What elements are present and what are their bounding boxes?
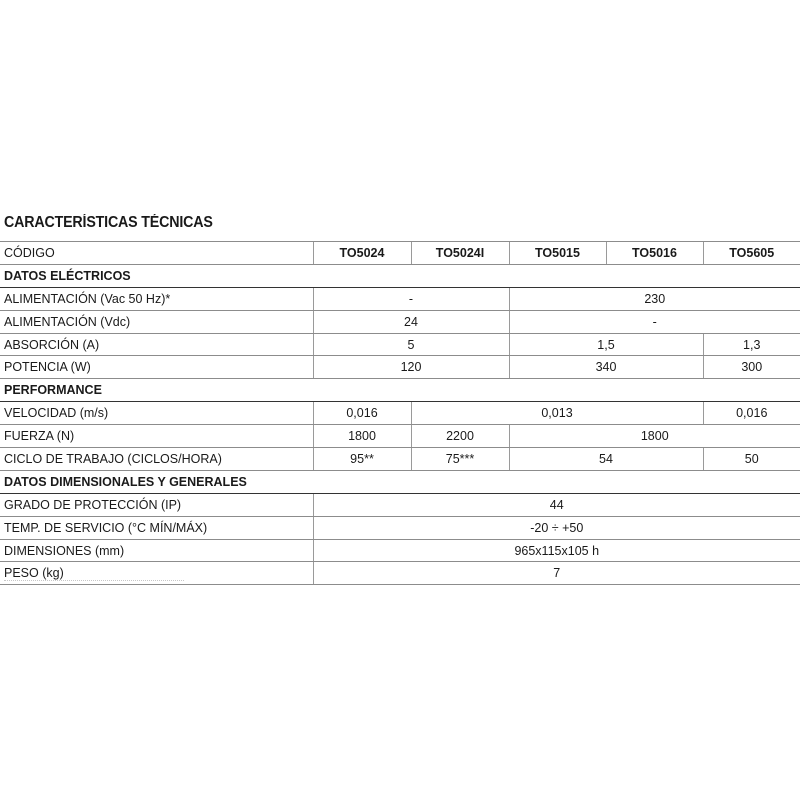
section-electric: DATOS ELÉCTRICOS — [0, 264, 800, 287]
row-label: CICLO DE TRABAJO (CICLOS/HORA) — [0, 448, 313, 471]
table-row — [0, 516, 800, 539]
specs-table — [0, 241, 800, 585]
section-row — [0, 470, 800, 493]
table-row — [0, 287, 800, 310]
cell-value: 0,016 — [313, 402, 411, 425]
code-to5024: TO5024 — [313, 242, 411, 265]
cell-value: 5 — [313, 333, 509, 356]
table-row — [0, 425, 800, 448]
cell-value: - — [509, 310, 800, 333]
row-label: PESO (kg) — [0, 562, 313, 585]
page-title: CARACTERÍSTICAS TÉCNICAS — [4, 214, 213, 231]
table-row — [0, 539, 800, 562]
table-row — [0, 448, 800, 471]
row-label: ALIMENTACIÓN (Vac 50 Hz)* — [0, 287, 313, 310]
row-label: FUERZA (N) — [0, 425, 313, 448]
cell-value: 2200 — [411, 425, 509, 448]
table-row — [0, 333, 800, 356]
cell-value: 95** — [313, 448, 411, 471]
cell-value: -20 ÷ +50 — [313, 516, 800, 539]
row-label: POTENCIA (W) — [0, 356, 313, 379]
cell-value: 7 — [313, 562, 800, 585]
table-header-row — [0, 242, 800, 265]
row-label: GRADO DE PROTECCIÓN (IP) — [0, 493, 313, 516]
cell-value: 50 — [703, 448, 800, 471]
cell-value: 0,013 — [411, 402, 703, 425]
header-label: CÓDIGO — [0, 242, 313, 265]
cell-value: 120 — [313, 356, 509, 379]
cell-value: 1,5 — [509, 333, 703, 356]
table-row — [0, 356, 800, 379]
section-general: DATOS DIMENSIONALES Y GENERALES — [0, 470, 800, 493]
row-label: VELOCIDAD (m/s) — [0, 402, 313, 425]
cell-value: 1800 — [509, 425, 800, 448]
cell-value: 1,3 — [703, 333, 800, 356]
table-row — [0, 402, 800, 425]
row-label: ALIMENTACIÓN (Vdc) — [0, 310, 313, 333]
table-row — [0, 310, 800, 333]
cell-value: 44 — [313, 493, 800, 516]
cell-value: 300 — [703, 356, 800, 379]
footnote-divider — [4, 580, 184, 584]
cell-value: 230 — [509, 287, 800, 310]
section-row — [0, 379, 800, 402]
code-to5024i: TO5024I — [411, 242, 509, 265]
cell-value: 0,016 — [703, 402, 800, 425]
row-label: DIMENSIONES (mm) — [0, 539, 313, 562]
table-row — [0, 493, 800, 516]
section-performance: PERFORMANCE — [0, 379, 800, 402]
code-to5015: TO5015 — [509, 242, 606, 265]
code-to5016: TO5016 — [606, 242, 703, 265]
cell-value: 340 — [509, 356, 703, 379]
cell-value: 54 — [509, 448, 703, 471]
cell-value: 75*** — [411, 448, 509, 471]
cell-value: 965x115x105 h — [313, 539, 800, 562]
section-row — [0, 264, 800, 287]
row-label: ABSORCIÓN (A) — [0, 333, 313, 356]
cell-value: - — [313, 287, 509, 310]
cell-value: 24 — [313, 310, 509, 333]
code-to5605: TO5605 — [703, 242, 800, 265]
cell-value: 1800 — [313, 425, 411, 448]
row-label: TEMP. DE SERVICIO (°C MÍN/MÁX) — [0, 516, 313, 539]
